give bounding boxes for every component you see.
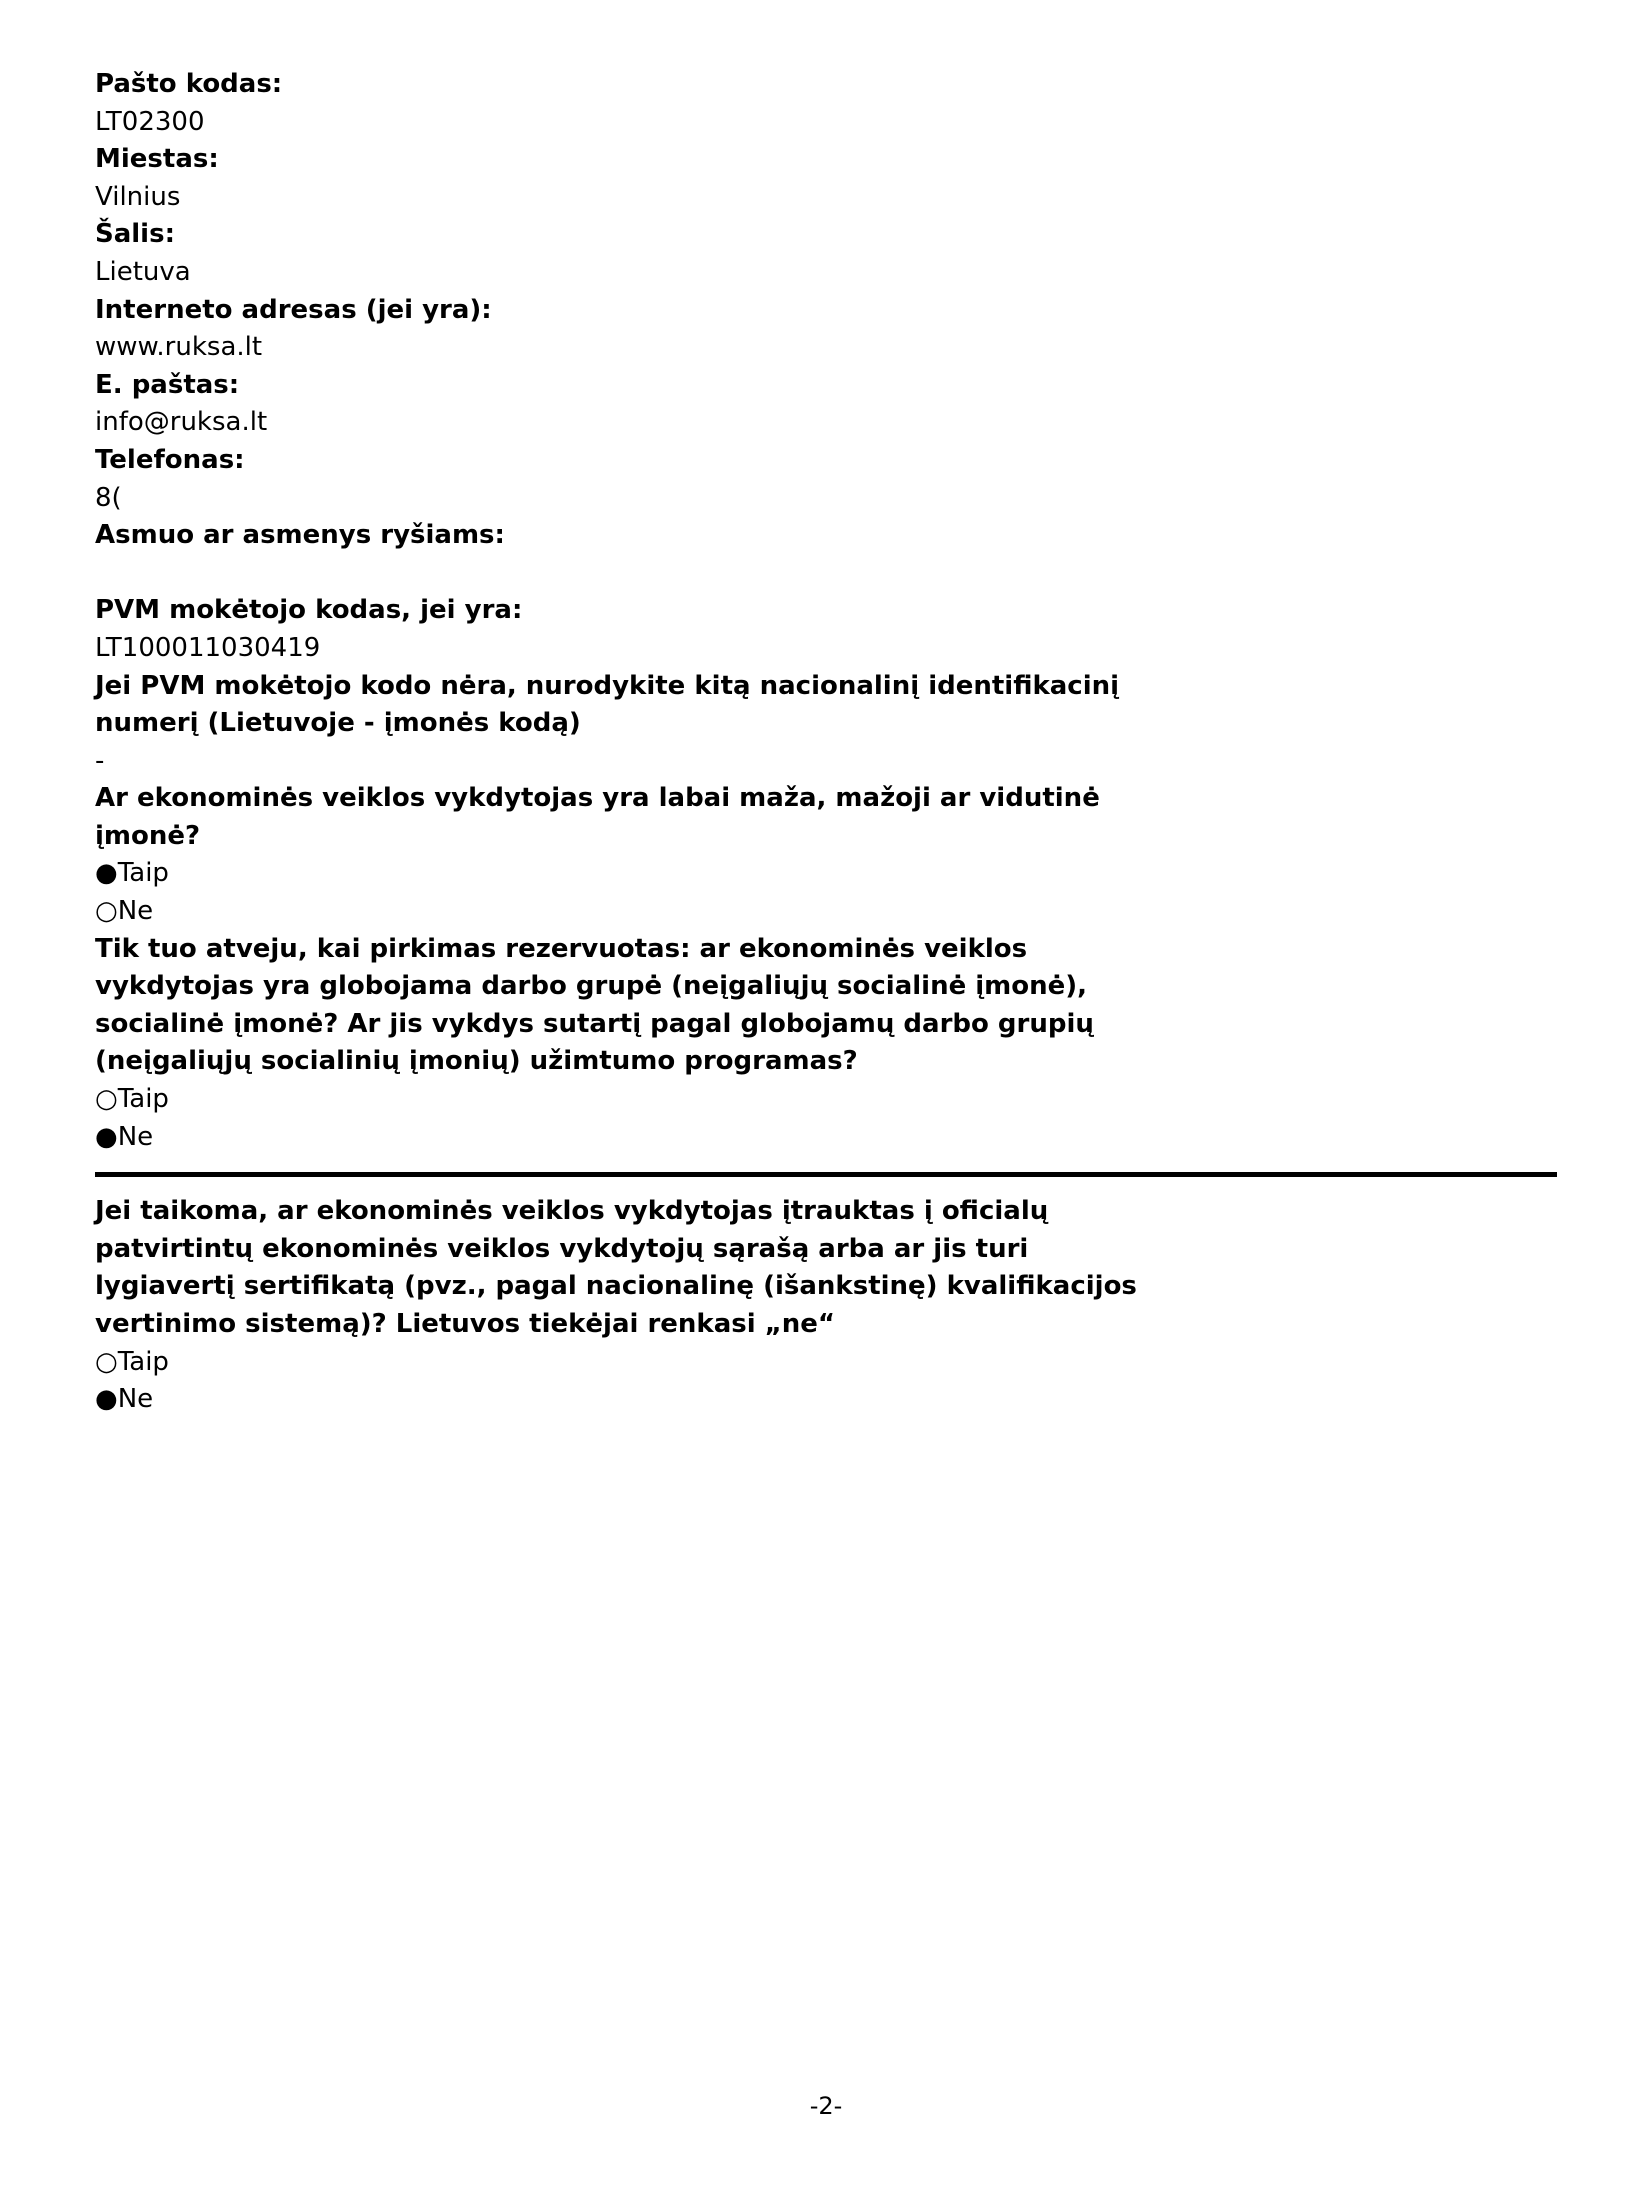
field-value: -	[95, 745, 105, 776]
question-text: Ar ekonominės veiklos vykdytojas yra labai maža, mažoji ar vidutinė įmonė?	[95, 783, 1100, 851]
field-value: www.ruksa.lt	[95, 332, 263, 363]
radio-option-label: Taip	[117, 858, 169, 889]
field-value: 8(	[95, 482, 122, 513]
radio-option-ne	[95, 893, 1557, 931]
radio-option-ne	[95, 1119, 1557, 1157]
field-label: Asmuo ar asmenys ryšiams:	[95, 520, 505, 551]
field-label: E. paštas:	[95, 369, 240, 400]
radio-option-ne	[95, 1381, 1557, 1419]
field-value: LT02300	[95, 106, 205, 137]
radio-option-taip	[95, 1081, 1557, 1119]
radio-option-taip	[95, 855, 1557, 893]
field-city	[95, 141, 1557, 216]
question-official-list	[95, 1193, 1557, 1419]
field-email	[95, 367, 1557, 442]
field-label: Jei PVM mokėtojo kodo nėra, nurodykite kitą nacionalinį identifikacinį numerį (Lietuvoje - įmonės kodą)	[95, 670, 1120, 739]
section-divider	[95, 1172, 1557, 1177]
field-label: PVM mokėtojo kodas, jei yra:	[95, 595, 523, 626]
radio-unselected-icon: ○	[95, 1346, 118, 1377]
radio-option-label: Ne	[117, 896, 154, 927]
radio-option-label: Ne	[117, 1384, 154, 1415]
field-value	[95, 555, 1557, 593]
field-national-id	[95, 668, 1557, 781]
field-value: info@ruksa.lt	[95, 407, 268, 438]
question-text: Jei taikoma, ar ekonominės veiklos vykdytojas įtrauktas į oficialų patvirtintų ekonominės veiklos vykdytojų sąrašą arba ar jis turi lygiavertį sertifikatą (pvz., pagal nacionalinę (išankstinę) kvalifikacijos vertinimo sistemą)? Lietuvos tiekėjai renkasi „ne“	[95, 1196, 1137, 1339]
field-postal-code	[95, 66, 1557, 141]
radio-option-taip	[95, 1344, 1557, 1382]
radio-selected-icon: ●	[95, 858, 118, 889]
field-value: Lietuva	[95, 256, 191, 287]
radio-selected-icon: ●	[95, 1121, 118, 1152]
radio-selected-icon: ●	[95, 1384, 118, 1415]
field-label: Pašto kodas:	[95, 69, 283, 99]
radio-unselected-icon: ○	[95, 896, 118, 927]
question-text: Tik tuo atveju, kai pirkimas rezervuotas: ar ekonominės veiklos vykdytojas yra globojama darbo grupė (neįgaliųjų socialinė įmonė), socialinė įmonė? Ar jis vykdys sutartį pagal globojamų darbo grupių (neįgaliųjų socialinių įmonių) užimtumo programas?	[95, 933, 1094, 1077]
field-label: Miestas:	[95, 144, 219, 175]
field-phone	[95, 442, 1557, 517]
radio-option-label: Taip	[117, 1346, 169, 1377]
radio-unselected-icon: ○	[95, 1084, 118, 1115]
question-sheltered-workshop	[95, 931, 1557, 1157]
field-label: Interneto adresas (jei yra):	[95, 294, 492, 325]
radio-option-label: Taip	[117, 1084, 169, 1115]
page-number: -2-	[809, 2092, 843, 2120]
field-label: Telefonas:	[95, 444, 245, 475]
question-sme	[95, 780, 1557, 930]
field-contact-person	[95, 517, 1557, 592]
document-content	[95, 66, 1557, 1419]
field-vat-code	[95, 592, 1557, 667]
field-website	[95, 292, 1557, 367]
radio-option-label: Ne	[117, 1121, 154, 1152]
field-value: Vilnius	[95, 181, 181, 212]
field-label: Šalis:	[95, 219, 175, 250]
field-value: LT100011030419	[95, 632, 321, 663]
field-country	[95, 216, 1557, 291]
